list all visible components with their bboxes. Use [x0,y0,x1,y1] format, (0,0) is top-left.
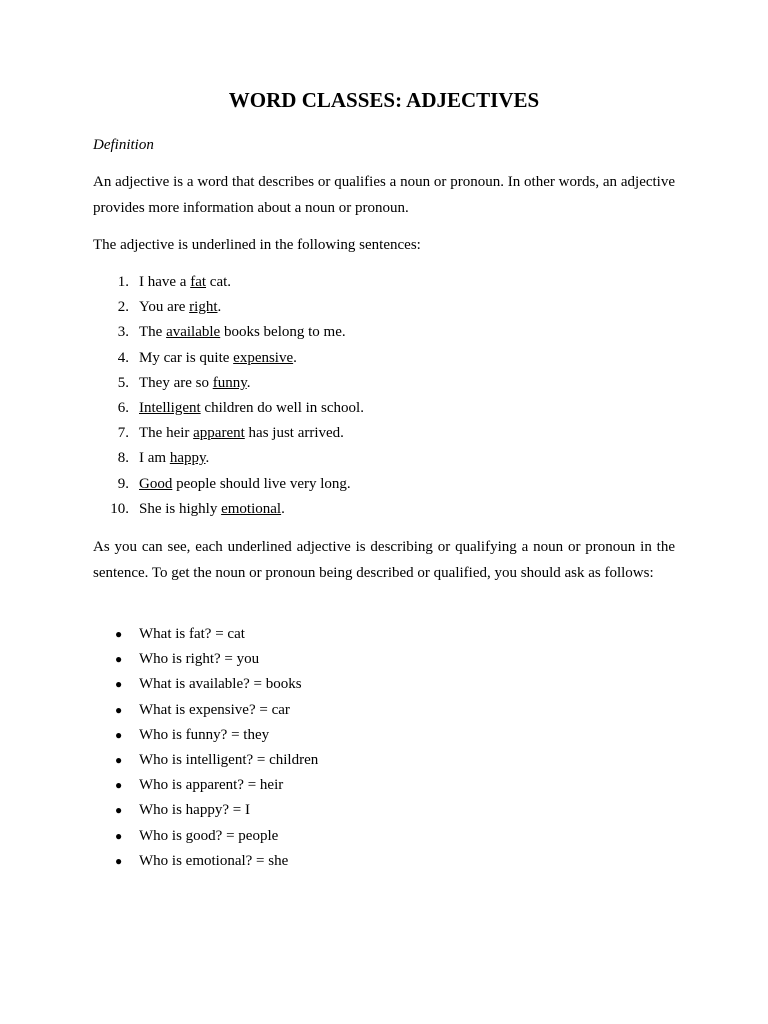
sentence-text: . [205,450,210,467]
bullet-icon: ● [115,752,123,767]
list-item [93,346,364,371]
list-item [93,396,364,421]
question-text: What is fat? = cat [139,626,245,642]
sentence-text: . [281,500,285,517]
list-item [93,824,318,849]
list-number: 9. [117,475,129,492]
list-item [93,497,364,522]
list-number: 8. [117,450,129,467]
definition-paragraph: An adjective is a word that describes or qualifies a noun or pronoun. In other words, an adjective provides more information about a noun or pronoun. [93,174,675,216]
list-number: 1. [117,274,129,290]
list-item [93,698,318,723]
sentence-text: The [139,324,167,341]
list-number: 6. [117,399,129,416]
underlined-adjective: expensive [233,349,294,366]
question-text: Who is right? = you [139,651,260,668]
list-item [93,472,364,497]
list-number: 7. [117,425,129,442]
bullet-icon: ● [115,778,123,793]
page-title: WORD CLASSES: ADJECTIVES [228,88,540,112]
sentence-text: My car is quite [139,349,234,366]
question-text: Who is funny? = they [139,726,270,743]
sentence-text: children do well in school. [200,399,364,416]
underlined-adjective: happy [169,450,206,467]
sentence-text: has just arrived. [244,425,344,442]
list-item [93,622,318,647]
sentence-text: They are so [139,374,213,391]
list-item [93,421,364,446]
bullet-icon: ● [115,702,123,717]
list-number: 10. [110,500,129,517]
underlined-adjective: funny [212,374,247,391]
list-item [93,647,318,672]
underlined-adjective: right [189,299,218,316]
list-item [93,672,318,697]
definition-heading: Definition [93,137,154,153]
bullet-icon: ● [115,828,123,843]
sentence-text: cat. [206,274,232,290]
underlined-adjective: emotional [221,500,282,517]
question-text: Who is good? = people [139,827,279,844]
underlined-adjective: Intelligent [139,399,201,416]
bullet-icon: ● [115,853,123,868]
list-number: 5. [117,374,129,391]
list-item [93,446,364,471]
question-text: What is expensive? = car [139,701,290,718]
underlined-adjective: Good [139,475,173,492]
bullet-icon: ● [115,652,123,667]
question-text: Who is emotional? = she [139,852,289,869]
underlined-adjective: available [166,324,221,341]
sentence-text: I have a [139,274,191,290]
list-item [93,371,364,396]
underlined-adjective: apparent [193,425,245,442]
underlined-adjective: fat [190,274,207,290]
list-item [93,320,364,345]
list-item [93,295,364,320]
bullet-icon: ● [115,803,123,818]
bullet-icon: ● [115,677,123,692]
sentence-text: . [217,299,222,316]
list-item [93,748,318,773]
list-item [93,270,364,295]
list-number: 3. [117,324,129,341]
list-item [93,773,318,798]
bullet-icon: ● [115,727,123,742]
list-number: 4. [117,349,129,366]
question-text: Who is apparent? = heir [139,777,284,794]
sentence-text: I am [139,450,170,467]
intro-paragraph: The adjective is underlined in the following sentences: [93,237,421,253]
list-item [93,849,318,874]
sentence-text: She is highly [139,500,222,517]
list-item [93,798,318,823]
bullet-icon: ● [115,627,123,641]
sentence-text: . [293,349,297,366]
questions-list [93,622,318,874]
question-text: What is available? = books [139,676,302,693]
example-sentences-list [93,270,364,522]
question-text: Who is happy? = I [139,802,250,819]
sentence-text: books belong to me. [220,324,346,341]
explanation-paragraph: As you can see, each underlined adjective is describing or qualifying a noun or pronoun in the sentence. To get the noun or pronoun being described or qualified, you should ask as follows: [93,539,675,581]
list-item [93,723,318,748]
list-number: 2. [117,299,129,316]
sentence-text: You are [139,299,190,316]
sentence-text: The heir [139,425,194,442]
sentence-text: . [246,374,251,391]
sentence-text: people should live very long. [172,475,351,492]
question-text: Who is intelligent? = children [139,751,319,768]
